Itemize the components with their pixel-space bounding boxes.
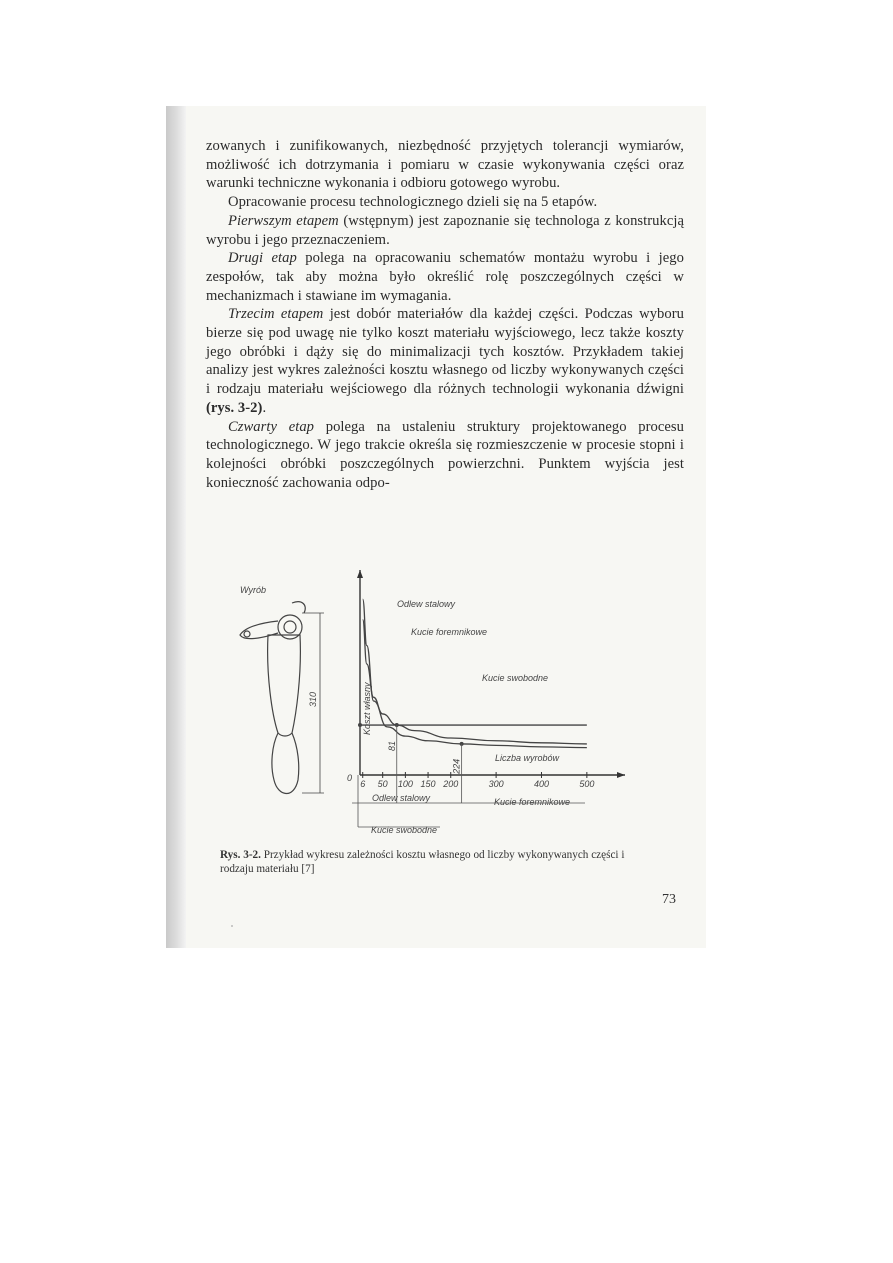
text-run: Opracowanie procesu technologicznego dzieli się na 5 etapów. [228,194,598,211]
lever-outline-left [268,635,301,794]
bold-text: (rys. 3-2) [206,399,263,416]
figure-canvas [220,565,640,845]
text-run: (wstępnym) jest zapoznanie się technologa z konstrukcją wyrobu i jego przeznaczeniem. [206,212,685,248]
chart-layer [352,570,625,827]
page-number: 73 [662,892,676,907]
paragraph [206,249,684,305]
x-axis-label: Liczba wyrobów [495,753,560,763]
lever-arm-eye [244,631,250,637]
part-label: Wyrób [240,585,267,595]
emphasis-text: Trzecim etapem [228,306,324,323]
range-label-free-forging: Kucie swobodne [371,825,438,835]
scan-binding-shadow [166,106,186,948]
dimension-label: 310 [308,691,318,707]
text-run: jest dobór materiałów dla każdej części. Podczas wyboru bierze się pod uwagę nie tylko koszt materiału wyjściowego, lecz także koszty jego obróbki i dąży się do minimalizacji tych kosztów. Przykładem takiej analizy jest wykres zależności kosztu własnego od liczby wykonywanych części i rodzaju materiału wejściowego dla różnych technologii wykonania dźwigni [206,306,684,398]
figure-caption [220,848,660,876]
text-run: polega na opracowaniu schematów montażu wyrobu i jego zespołów, tak aby można było określić rolę poszczególnych części w mechanizmach i stawiane im wymagania. [206,250,684,304]
curve-label-die-forging: Kucie foremnikowe [411,627,488,637]
x-tick-label: 400 [533,779,549,789]
paragraph [206,305,684,417]
x-tick-label: 100 [397,779,413,789]
x-tick-label: 50 [377,779,388,789]
text-run: zowanych i zunifikowanych, niezbędność przyjętych tolerancji wymiarów, możliwość ich dotrzymania i pomiaru w czasie wykonywania części oraz warunki techniczne wykonania i odbioru gotowego wyrobu. [206,138,684,192]
y-axis-label: Koszt własny [362,682,372,735]
caption-label: Rys. 3-2. [220,849,261,861]
emphasis-text: Pierwszym etapem [228,212,339,229]
y-axis-arrow [357,570,363,578]
emphasis-text: Czwarty etap [228,418,315,435]
x-tick-label: 300 [488,779,504,789]
paragraph [206,212,684,249]
figure-3-2 [220,565,640,845]
range-label-die-forging: Kucie foremnikowe [494,797,571,807]
x-tick-label: 500 [579,779,595,789]
paragraph [206,137,684,193]
body-text [206,137,684,492]
range-label-steel-casting: Odlew stalowy [372,793,431,803]
text-run: . [262,399,267,416]
emphasis-text: Drugi etap [228,250,297,267]
lever-handle-shaft [278,733,292,736]
x-tick-label: 6 [360,779,366,789]
lever-arm [240,621,278,639]
curve-label-free-forging: Kucie swobodne [482,673,549,683]
x-axis-arrow [617,772,625,778]
paragraph [206,193,684,212]
lever-bore-inner [284,621,296,633]
origin-label: 0 [347,773,353,783]
scan-speck [231,925,233,927]
x-tick-label: 150 [420,779,436,789]
lever-hook [292,602,305,613]
text-run: polega na ustaleniu struktury projektowanego procesu technologicznego. W jego trakcie określa się rozmieszczenie w procesie stopni i kolejności obróbki poszczególnych powierzchni. Punktem wyjścia jest konieczność zachowania odpo- [206,418,684,491]
intersection-point [358,723,362,727]
curve-label-steel-casting: Odlew stalowy [397,599,456,609]
caption-text: Przykład wykresu zależności kosztu własnego od liczby wykonywanych części i rodzaju materiału [7] [220,849,625,875]
intersection-label: 224 [451,758,462,774]
x-tick-label: 200 [443,779,459,789]
paragraph [206,418,684,493]
intersection-label: 81 [386,741,397,752]
